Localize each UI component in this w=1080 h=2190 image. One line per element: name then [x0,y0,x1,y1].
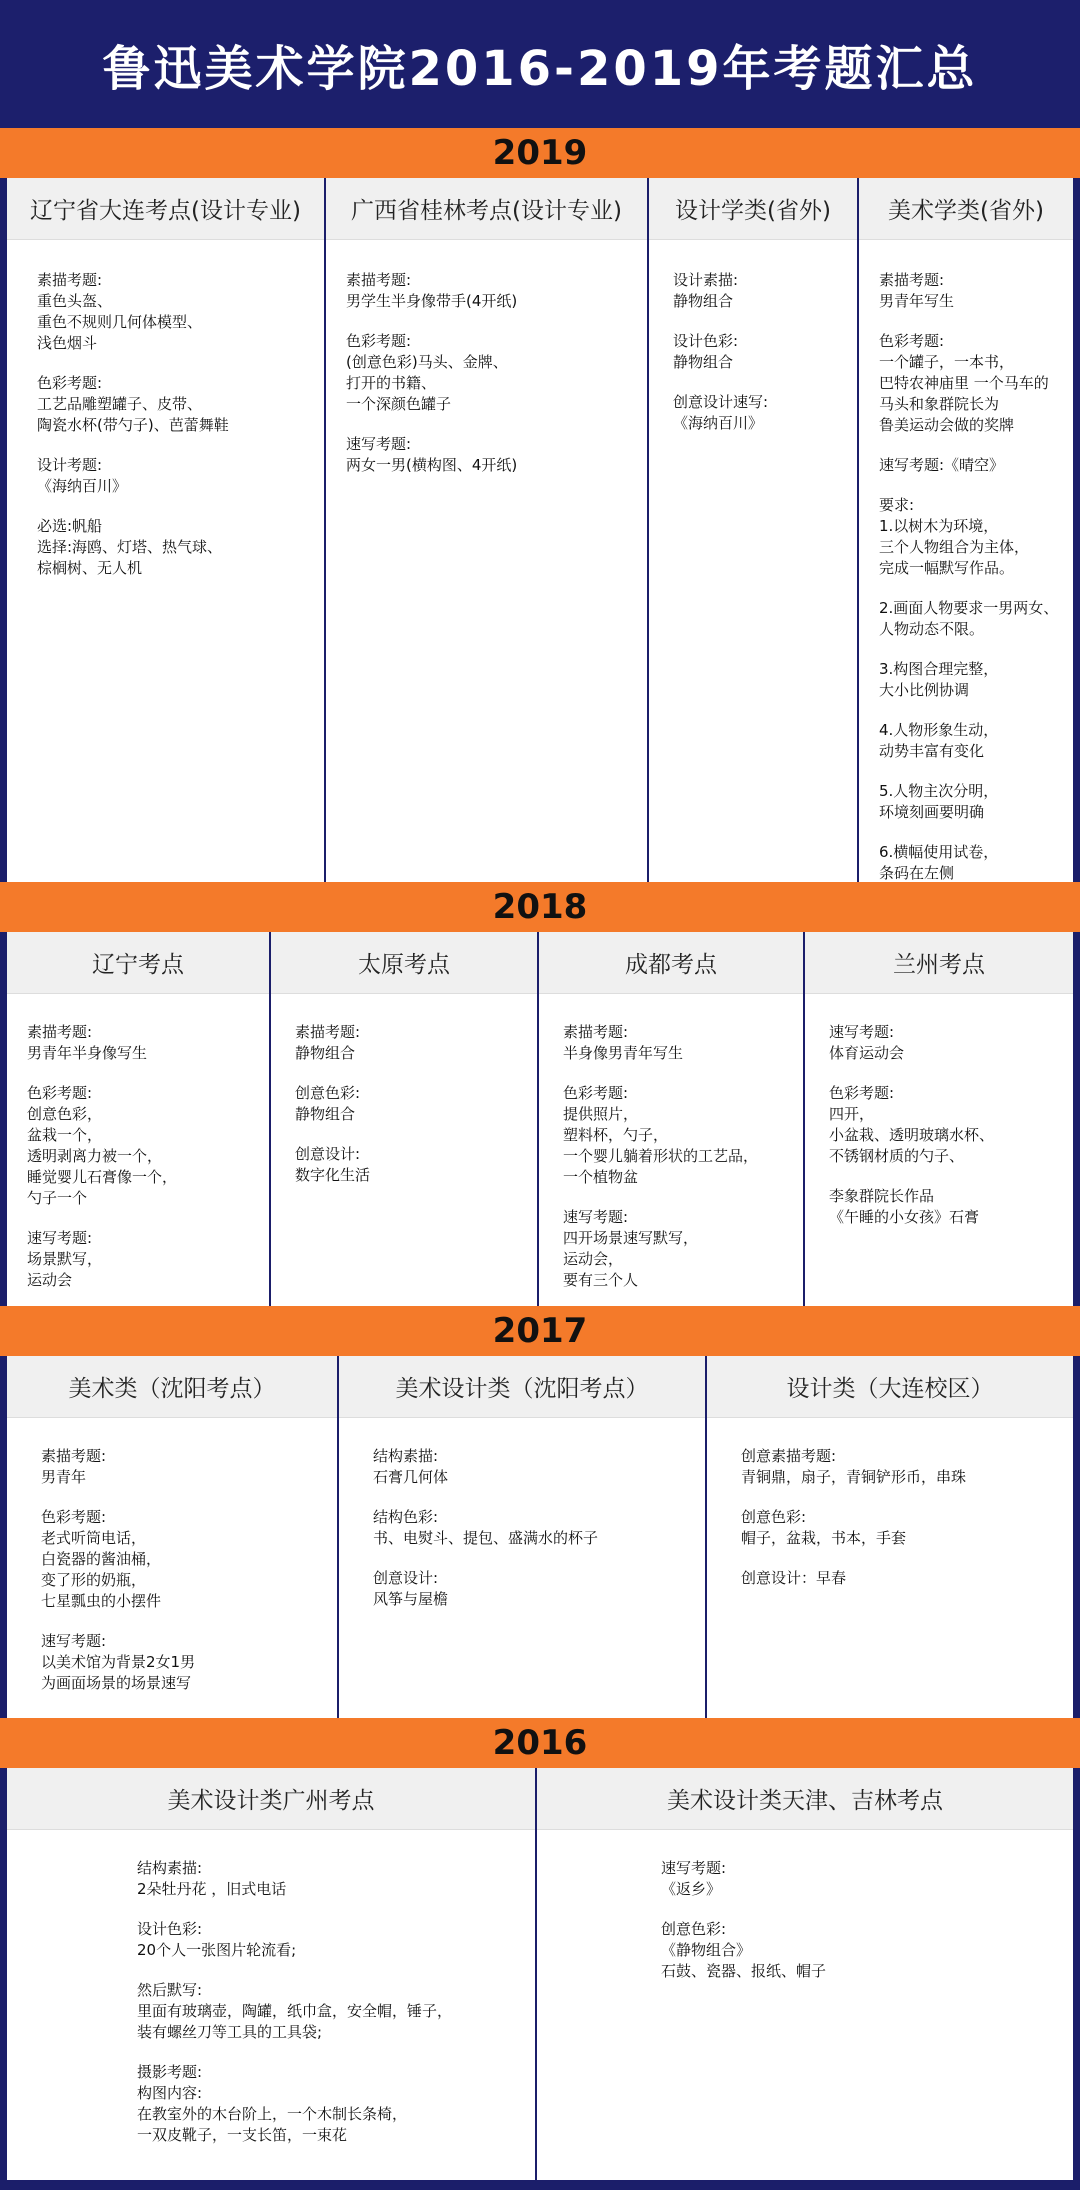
block-heading: 李象群院长作品 [829,1187,935,1205]
block-line: 变了形的奶瓶， [41,1571,147,1589]
block-line: 四开， [829,1105,875,1123]
block-heading: 设计素描: [673,271,739,289]
exam-block [37,270,318,354]
block-line: 里面有玻璃壶，陶罐，纸巾盒，安全帽，锤子， [137,2002,453,2020]
block-line: 重色不规则几何体模型、 [37,313,203,331]
block-heading: 速写考题: [346,435,412,453]
exam-block [829,1083,1067,1167]
block-line: 风筝与屋檐 [373,1590,449,1608]
block-line: 以美术馆为背景2女1男 [41,1653,196,1671]
column [539,932,805,1310]
exam-block [879,659,1069,701]
block-line: 大小比例协调 [879,681,970,699]
block-line: 棕榈树、无人机 [37,559,143,577]
block-heading: 色彩考题: [37,374,103,392]
block-heading: 必选:帆船 [37,517,103,535]
block-line: 石膏几何体 [373,1468,449,1486]
column-body [537,1830,1073,2180]
block-line: 要有三个人 [563,1271,639,1289]
column-title: 美术设计类（沈阳考点） [339,1356,705,1418]
block-line: 场景默写， [27,1250,103,1268]
column-body [707,1418,1073,1718]
column [326,178,649,903]
year-bar-2019 [0,128,1080,178]
block-heading: 色彩考题: [879,332,945,350]
column-body [7,1418,337,1718]
exam-block [295,1144,531,1186]
block-heading: 素描考题: [41,1447,107,1465]
column-title: 兰州考点 [805,932,1073,994]
exam-block [346,434,641,476]
block-line: 静物组合 [673,292,734,310]
column-title: 设计学类(省外) [649,178,857,240]
block-line: 男青年 [41,1468,87,1486]
block-line: 1.以树木为环境， [879,517,999,535]
exam-block [373,1507,699,1549]
column [7,178,326,903]
block-line: 打开的书籍、 [346,374,437,392]
column [537,1768,1073,2180]
exam-block [673,331,851,373]
block-line: 两女一男(横构图、4开纸) [346,456,518,474]
block-line: 《返乡》 [661,1880,722,1898]
exam-block [673,392,851,434]
block-line: 运动会， [563,1250,624,1268]
block-line: 一个罐子，一本书， [879,353,1015,371]
block-line: 完成一幅默写作品。 [879,559,1015,577]
block-line: 睡觉婴儿石膏像一个， [27,1168,178,1186]
exam-block [563,1207,797,1291]
block-heading: 设计考题: [37,456,103,474]
column-title: 广西省桂林考点(设计专业) [326,178,647,240]
block-line: 《海纳百川》 [37,477,128,495]
column-title: 美术学类(省外) [859,178,1073,240]
block-heading: 6.横幅使用试卷， [879,843,999,861]
block-line: 马头和象群院长为 [879,395,1000,413]
block-heading: 结构素描: [373,1447,439,1465]
exam-block [27,1022,263,1064]
column-title: 设计类（大连校区） [707,1356,1073,1418]
block-heading: 2.画面人物要求一男两女、 [879,599,1059,617]
block-heading: 然后默写: [137,1981,203,1999]
exam-block [879,495,1069,579]
block-heading: 速写考题: [27,1229,93,1247]
block-heading: 速写考题:《晴空》 [879,456,1005,474]
block-line: 《海纳百川》 [673,414,764,432]
block-heading: 素描考题: [563,1023,629,1041]
column-body [271,994,537,1310]
exam-block [295,1083,531,1125]
block-line: 四开场景速写默写， [563,1229,699,1247]
exam-block [829,1186,1067,1228]
block-heading: 素描考题: [346,271,412,289]
block-line: 工艺品雕塑罐子、皮带、 [37,395,203,413]
block-line: 书、电熨斗、提包、盛满水的杯子 [373,1529,599,1547]
block-heading: 素描考题: [37,271,103,289]
block-heading: 设计色彩: [673,332,739,350]
exam-block [563,1022,797,1064]
column-body [7,1830,535,2180]
block-line: 巴特农神庙里 一个马车的 [879,374,1049,392]
block-line: 七星瓢虫的小摆件 [41,1592,162,1610]
exam-block [879,781,1069,823]
block-line: 男青年半身像写生 [27,1044,148,1062]
block-line: 小盆栽、透明玻璃水杯、 [829,1126,995,1144]
block-line: 条码在左侧 [879,864,955,882]
block-line: 浅色烟斗 [37,334,98,352]
block-line: 一双皮靴子，一支长笛，一束花 [137,2126,348,2144]
block-line: 2朵牡丹花 ，旧式电话 [137,1880,287,1898]
block-line: 静物组合 [295,1044,356,1062]
block-line: 石鼓、瓷器、报纸、帽子 [661,1962,827,1980]
block-heading: 速写考题: [41,1632,107,1650]
block-line: 在教室外的木台阶上，一个木制长条椅， [137,2105,408,2123]
block-line: 20个人一张图片轮流看; [137,1941,297,1959]
exam-block [137,1919,529,1961]
section-2018 [7,932,1073,1306]
exam-block [41,1631,331,1694]
column-body [539,994,803,1310]
block-line: 为画面场景的场景速写 [41,1674,192,1692]
exam-block [27,1228,263,1291]
block-line: 体育运动会 [829,1044,905,1062]
exam-block [373,1568,699,1610]
column [7,1768,537,2180]
column-title: 太原考点 [271,932,537,994]
block-line: 动势丰富有变化 [879,742,985,760]
exam-block [829,1022,1067,1064]
column-body [326,240,647,903]
block-line: 男青年写生 [879,292,955,310]
year-bar-2018 [0,882,1080,932]
column-title: 辽宁考点 [7,932,269,994]
block-heading: 3.构图合理完整， [879,660,999,678]
exam-block [37,516,318,579]
exam-block [879,331,1069,436]
column [649,178,859,903]
block-heading: 创意设计：早春 [741,1569,847,1587]
block-heading: 创意设计速写: [673,393,769,411]
page-title: 鲁迅美术学院2016-2019年考题汇总 [102,40,978,97]
block-heading: 设计色彩: [137,1920,203,1938]
column-body [805,994,1073,1310]
block-line: 人物动态不限。 [879,620,985,638]
block-heading: 速写考题: [661,1859,727,1877]
block-heading: 创意设计: [295,1145,361,1163]
column-title: 美术设计类广州考点 [7,1768,535,1830]
block-heading: 色彩考题: [346,332,412,350]
exam-block [741,1507,1067,1549]
block-heading: 摄影考题: [137,2063,203,2081]
exam-block [137,1980,529,2043]
year-label: 2019 [492,133,588,173]
exam-block [563,1083,797,1188]
block-line: 运动会 [27,1271,73,1289]
exam-block [373,1446,699,1488]
exam-block [41,1446,331,1488]
column [271,932,539,1310]
exam-block [879,455,1069,476]
block-line: 装有螺丝刀等工具的工具袋; [137,2023,323,2041]
column [707,1356,1073,1718]
block-heading: 色彩考题: [41,1508,107,1526]
column [805,932,1073,1310]
section-2017 [7,1356,1073,1718]
exam-block [879,720,1069,762]
section-2016 [7,1768,1073,2180]
block-heading: 5.人物主次分明， [879,782,999,800]
column-title: 成都考点 [539,932,803,994]
block-heading: 创意色彩: [661,1920,727,1938]
title-bar [0,0,1080,128]
column [7,1356,339,1718]
exam-block [661,1858,1067,1900]
column [7,932,271,1310]
column-title: 美术类（沈阳考点） [7,1356,337,1418]
block-heading: 素描考题: [879,271,945,289]
block-line: 勺子一个 [27,1189,88,1207]
exam-block [879,842,1069,884]
column-body [339,1418,705,1718]
year-label: 2016 [492,1723,588,1763]
block-line: 塑料杯，勺子， [563,1126,669,1144]
exam-block [37,455,318,497]
exam-block [661,1919,1067,1982]
block-line: 陶瓷水杯(带勺子)、芭蕾舞鞋 [37,416,229,434]
block-line: 老式听筒电话， [41,1529,147,1547]
block-heading: 4.人物形象生动， [879,721,999,739]
column-body [7,240,324,903]
block-heading: 色彩考题: [563,1084,629,1102]
exam-block [41,1507,331,1612]
exam-block [346,331,641,415]
block-line: (创意色彩)马头、金牌、 [346,353,508,371]
exam-block [879,598,1069,640]
exam-block [741,1446,1067,1488]
block-line: 一个植物盆 [563,1168,639,1186]
block-line: 一个婴儿躺着形状的工艺品， [563,1147,759,1165]
block-line: 白瓷器的酱油桶， [41,1550,162,1568]
block-line: 鲁美运动会做的奖牌 [879,416,1015,434]
block-heading: 素描考题: [27,1023,93,1041]
block-line: 静物组合 [295,1105,356,1123]
block-line: 半身像男青年写生 [563,1044,684,1062]
exam-block [295,1022,531,1064]
block-line: 选择:海鸥、灯塔、热气球、 [37,538,223,556]
column-body [859,240,1073,903]
block-line: 帽子，盆栽，书本，手套 [741,1529,907,1547]
year-label: 2017 [492,1311,588,1351]
block-heading: 创意素描考题: [741,1447,837,1465]
column-body [7,994,269,1310]
column-title: 辽宁省大连考点(设计专业) [7,178,324,240]
block-heading: 结构素描: [137,1859,203,1877]
block-line: 一个深颜色罐子 [346,395,452,413]
block-heading: 创意色彩: [295,1084,361,1102]
block-line: 三个人物组合为主体， [879,538,1030,556]
year-label: 2018 [492,887,588,927]
block-line: 数字化生活 [295,1166,371,1184]
exam-block [741,1568,1067,1589]
column-title: 美术设计类天津、吉林考点 [537,1768,1073,1830]
block-line: 《静物组合》 [661,1941,752,1959]
block-heading: 创意色彩: [741,1508,807,1526]
exam-block [137,1858,529,1900]
block-heading: 色彩考题: [829,1084,895,1102]
block-heading: 结构色彩: [373,1508,439,1526]
column-body [649,240,857,903]
block-heading: 要求: [879,496,915,514]
year-bar-2017 [0,1306,1080,1356]
block-line: 创意色彩， [27,1105,103,1123]
exam-block [27,1083,263,1209]
block-line: 构图内容: [137,2084,203,2102]
exam-block [346,270,641,312]
exam-block [37,373,318,436]
block-heading: 色彩考题: [27,1084,93,1102]
section-2019 [7,178,1073,882]
block-line: 静物组合 [673,353,734,371]
column [339,1356,707,1718]
block-line: 环境刻画要明确 [879,803,985,821]
block-heading: 创意设计: [373,1569,439,1587]
block-heading: 素描考题: [295,1023,361,1041]
column [859,178,1073,903]
block-line: 青铜鼎，扇子，青铜铲形币，串珠 [741,1468,967,1486]
block-line: 提供照片， [563,1105,639,1123]
exam-block [137,2062,529,2146]
block-heading: 速写考题: [829,1023,895,1041]
block-line: 盆栽一个， [27,1126,103,1144]
block-line: 重色头盔、 [37,292,113,310]
block-heading: 速写考题: [563,1208,629,1226]
block-line: 透明剥离力被一个， [27,1147,163,1165]
block-line: 《午睡的小女孩》石膏 [829,1208,980,1226]
block-line: 不锈钢材质的勺子、 [829,1147,965,1165]
exam-block [673,270,851,312]
exam-block [879,270,1069,312]
year-bar-2016 [0,1718,1080,1768]
block-line: 男学生半身像带手(4开纸) [346,292,518,310]
